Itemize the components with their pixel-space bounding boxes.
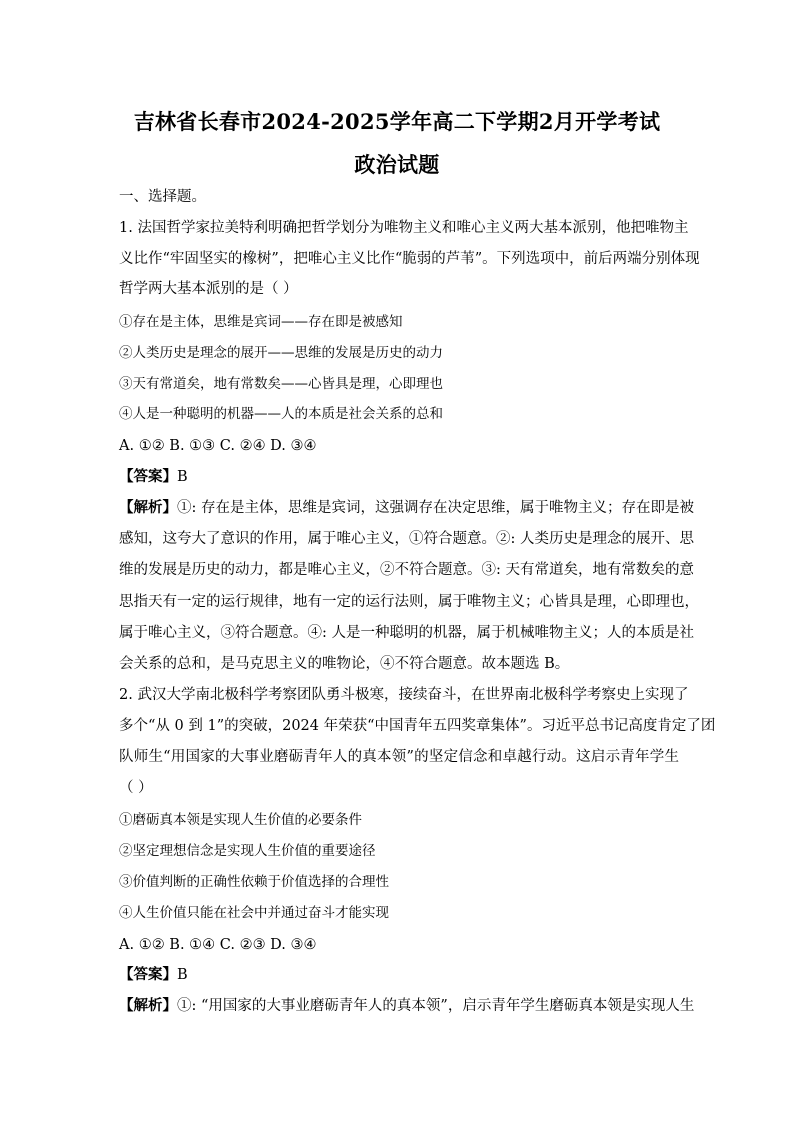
question-2-stem-line: 队师生“用国家的大事业磨砺青年人的真本领”的坚定信念和卓越行动。这启示青年学生 (119, 749, 679, 765)
question-1-statement: ②人类历史是理念的展开——思维的发展是历史的动力 (119, 345, 443, 361)
question-2-choices: A. ①② B. ①④ C. ②③ D. ③④ (119, 937, 317, 953)
question-1-stem-line: 1. 法国哲学家拉美特利明确把哲学划分为唯物主义和唯心主义两大基本派别，他把唯物主 (119, 220, 689, 236)
question-2-statement: ②坚定理想信念是实现人生价值的重要途径 (119, 843, 376, 859)
question-1-statement: ①存在是主体，思维是宾词——存在即是被感知 (119, 314, 403, 330)
section-heading: 一、选择题。 (119, 189, 206, 205)
document-subtitle: 政治试题 (354, 152, 440, 177)
question-1-analysis-line: 维的发展是历史的动力，都是唯心主义，②不符合题意。③: 天有常道矣，地有常数矣的意 (119, 562, 694, 578)
question-2-analysis-line (119, 997, 695, 1015)
document-title: 吉林省长春市2024-2025学年高二下学期2月开学考试 (133, 109, 661, 134)
question-1-statement: ④人是一种聪明的机器——人的本质是社会关系的总和 (119, 406, 443, 422)
question-1-stem-line: 哲学两大基本派别的是（ ） (119, 281, 298, 297)
analysis-text: ①: “用国家的大事业磨砺青年人的真本领”，启示青年学生磨砺真本领是实现人生 (177, 998, 695, 1014)
question-1-choices: A. ①② B. ①③ C. ②④ D. ③④ (119, 438, 317, 454)
question-1-analysis-line: 属于唯心主义，③符合题意。④: 人是一种聪明的机器，属于机械唯物主义；人的本质是社 (119, 625, 694, 641)
question-1-analysis-line: 会关系的总和，是马克思主义的唯物论，④不符合题意。故本题选 B。 (119, 656, 570, 672)
answer-value: B (177, 469, 188, 485)
question-2-stem-line: 多个“从 0 到 1”的突破，2024 年荣获“中国青年五四奖章集体”。习近平总书记高度肯定了团 (119, 718, 716, 734)
question-1-stem-line: 义比作“牢固坚实的橡树”，把唯心主义比作“脆弱的芦苇”。下列选项中，前后两端分别体现 (119, 251, 700, 267)
answer-label: 【答案】 (119, 966, 177, 983)
question-1-analysis-line (119, 499, 694, 517)
question-1-answer (119, 468, 188, 486)
answer-value: B (177, 967, 188, 983)
analysis-text: ①: 存在是主体，思维是宾词，这强调存在决定思维，属于唯物主义；存在即是被 (177, 500, 694, 516)
analysis-label: 【解析】 (119, 997, 177, 1014)
question-2-stem-line: 2. 武汉大学南北极科学考察团队勇斗极寒，接续奋斗，在世界南北极科学考察史上实现了 (119, 687, 689, 703)
question-1-statement: ③天有常道矣，地有常数矣——心皆具是理，心即理也 (119, 376, 443, 392)
question-2-statement: ③价值判断的正确性依赖于价值选择的合理性 (119, 874, 389, 890)
answer-label: 【答案】 (119, 468, 177, 485)
analysis-label: 【解析】 (119, 499, 177, 516)
question-1-analysis-line: 思指天有一定的运行规律，地有一定的运行法则，属于唯物主义；心皆具是理，心即理也， (119, 594, 699, 610)
question-2-stem-line: （ ） (119, 780, 153, 796)
question-2-answer (119, 966, 188, 984)
question-1-analysis-line: 感知，这夸大了意识的作用，属于唯心主义，①符合题意。②: 人类历史是理念的展开、思 (119, 531, 694, 547)
question-2-statement: ④人生价值只能在社会中并通过奋斗才能实现 (119, 905, 389, 921)
question-2-statement: ①磨砺真本领是实现人生价值的必要条件 (119, 812, 362, 828)
